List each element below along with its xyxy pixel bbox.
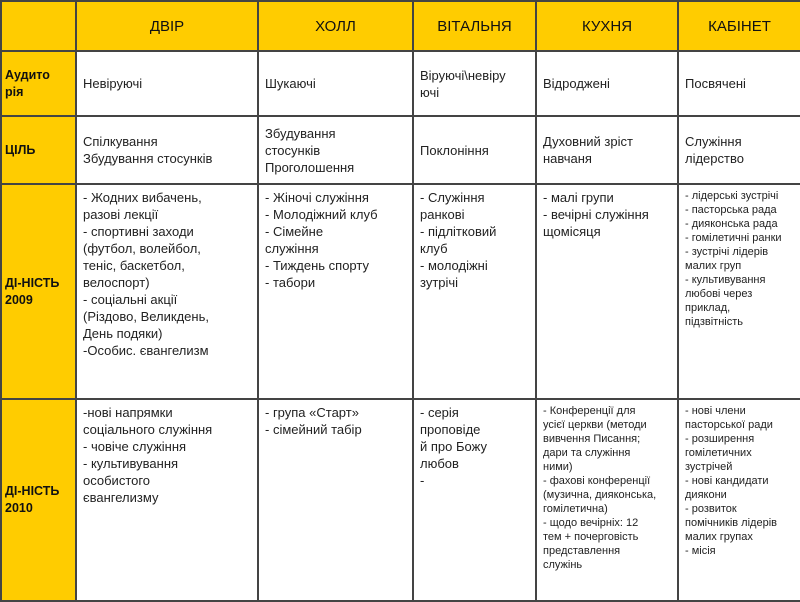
row-label: ДІ-НІСТЬ 2010 [1, 399, 76, 601]
table-cell: - нові члени пасторської ради - розширення гомілетичних зустрічей - нові кандидати диякони - розвиток помічників лідерів малих групах - місія [678, 399, 800, 601]
table-row-2009 [1, 184, 800, 399]
row-label: ЦІЛЬ [1, 116, 76, 184]
table-cell: Духовний зріст навчаня [536, 116, 678, 184]
table-cell: Спілкування Збудування стосунків [76, 116, 258, 184]
header-hol: ХОЛЛ [258, 1, 413, 51]
header-row [1, 1, 800, 51]
table-cell: Невіруючі [76, 51, 258, 116]
table-cell: Служіння лідерство [678, 116, 800, 184]
table-cell: - група «Старт» - сімейний табір [258, 399, 413, 601]
table-row-2010 [1, 399, 800, 601]
table-cell: Поклоніння [413, 116, 536, 184]
table-row-audience [1, 51, 800, 116]
table-cell: - Служіння ранкові - підлітковий клуб - молодіжні зутрічі [413, 184, 536, 399]
table-cell: - Жіночі служіння - Молодіжний клуб - Сімейне служіння - Тиждень спорту - табори [258, 184, 413, 399]
table-cell: Відроджені [536, 51, 678, 116]
table-cell: Збудування стосунків Проголошення [258, 116, 413, 184]
row-label: ДІ-НІСТЬ 2009 [1, 184, 76, 399]
table-cell: Віруючі\невіру ючі [413, 51, 536, 116]
table-cell: - Жодних вибачень, разові лекції - спортивні заходи (футбол, волейбол, теніс, баскетбол, велоспорт) - соціальні акції (Різдово, Великдень, День подяки) -Особис. євангелизм [76, 184, 258, 399]
table-cell: - лідерські зустрічі - пасторська рада - дияконська рада - гомілетичні ранки - зустрічі лідерів малих груп - культивування любові через приклад, підзвітність [678, 184, 800, 399]
row-label: Аудито рія [1, 51, 76, 116]
table-cell: -нові напрямки соціального служіння - човіче служіння - культивування особистого євангелизму [76, 399, 258, 601]
table-cell: Посвячені [678, 51, 800, 116]
table-cell: - малі групи - вечірні служіння щомісяця [536, 184, 678, 399]
header-corner [1, 1, 76, 51]
header-vitalnia: ВІТАЛЬНЯ [413, 1, 536, 51]
table-cell: Шукаючі [258, 51, 413, 116]
table-cell: - Конференції для усієї церкви (методи вивчення Писання; дари та служіння ними) - фахові конференції (музична, дияконська, гомілетична) - щодо вечірніх: 12 тем + почерговість представлення служінь [536, 399, 678, 601]
table-row-goal [1, 116, 800, 184]
table-cell: - серія проповіде й про Божу любов - [413, 399, 536, 601]
header-kabinet: КАБІНЕТ [678, 1, 800, 51]
header-kukhnia: КУХНЯ [536, 1, 678, 51]
header-dvir: ДВІР [76, 1, 258, 51]
